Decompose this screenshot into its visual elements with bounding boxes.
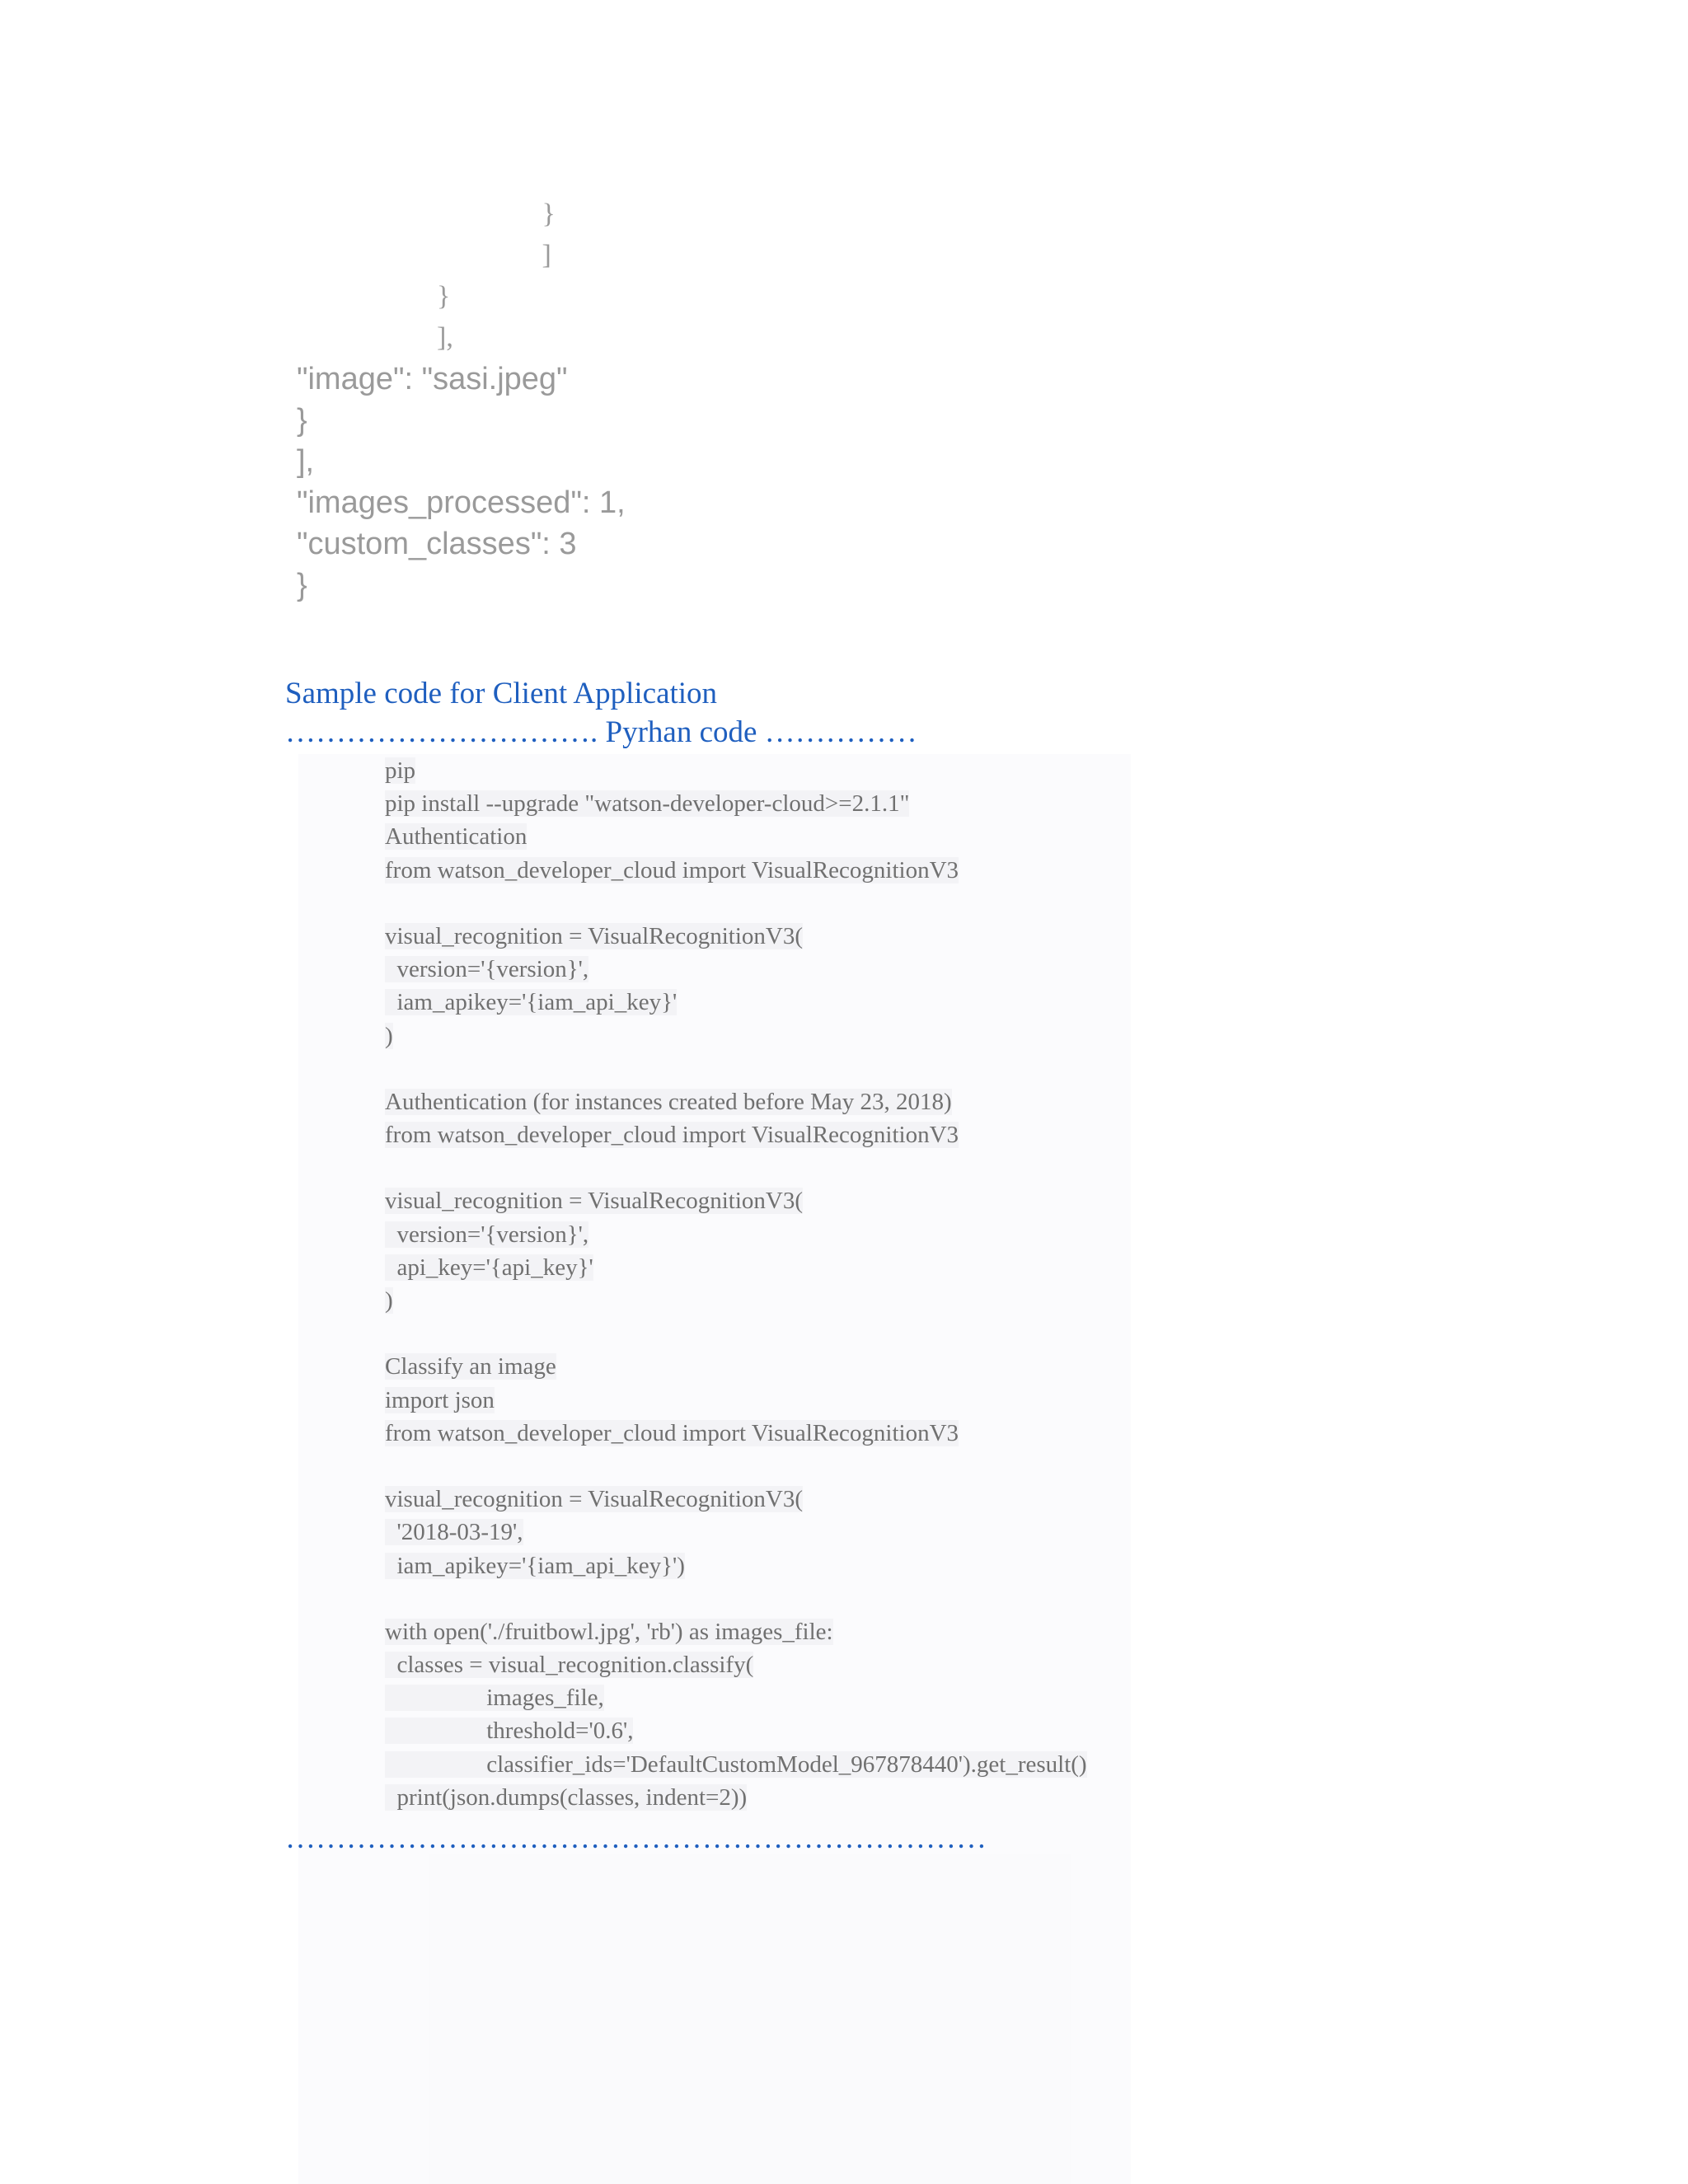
code-section-separator [285, 713, 917, 752]
json-line: ], [297, 444, 315, 479]
code-line [385, 1549, 1087, 1582]
code-line [385, 1184, 1087, 1217]
json-line: } [297, 281, 451, 312]
code-line-text: '2018-03-19', [385, 1519, 523, 1546]
json-line: } [297, 403, 307, 438]
json-line: ], [297, 322, 453, 353]
code-line-text: Classify an image [385, 1353, 556, 1380]
code-line [385, 1714, 1087, 1747]
code-line-text: Authentication [385, 823, 528, 851]
code-line [385, 1748, 1087, 1781]
code-line [385, 1019, 1087, 1052]
code-line-text: from watson_developer_cloud import VisualRecognitionV3 [385, 856, 959, 883]
json-line: ] [297, 240, 551, 270]
code-line-text: visual_recognition = VisualRecognitionV3( [385, 1188, 804, 1215]
code-background-lower [429, 1854, 1071, 2184]
code-line [385, 986, 1087, 1019]
code-line-text: classes = visual_recognition.classify( [385, 1652, 754, 1679]
json-line: "images_processed": 1, [297, 485, 626, 520]
code-line [385, 1151, 1087, 1184]
code-line [385, 754, 1087, 787]
code-line-text: with open('./fruitbowl.jpg', 'rb') as images_file: [385, 1618, 833, 1645]
section-heading: Sample code for Client Application [285, 677, 718, 710]
separator-dots-right: …………… [764, 715, 917, 749]
code-line-text: iam_apikey='{iam_api_key}' [385, 989, 678, 1016]
code-line-text: ) [385, 1287, 393, 1314]
code-line-text: ) [385, 1022, 393, 1049]
code-line [385, 887, 1087, 920]
code-line [385, 1781, 1087, 1814]
code-line [385, 1516, 1087, 1549]
code-language-label: Pyrhan code [605, 715, 757, 749]
json-line: "custom_classes": 3 [297, 527, 577, 561]
code-line-text: from watson_developer_cloud import VisualRecognitionV3 [385, 1122, 959, 1149]
code-line [385, 953, 1087, 986]
json-line: } [297, 199, 556, 229]
code-line [385, 920, 1087, 953]
code-line [385, 854, 1087, 887]
code-section-end-separator: …………………………………………………………… [285, 1821, 987, 1855]
code-line-text: threshold='0.6', [385, 1718, 634, 1745]
code-line [385, 1251, 1087, 1284]
code-line-text: version='{version}', [385, 1221, 589, 1248]
code-line-text: classifier_ids='DefaultCustomModel_967878440').get_result() [385, 1750, 1087, 1778]
code-line [385, 1417, 1087, 1450]
code-line [385, 820, 1087, 853]
code-line-text: visual_recognition = VisualRecognitionV3( [385, 922, 804, 949]
code-line-text: images_file, [385, 1685, 604, 1712]
code-line [385, 1582, 1087, 1615]
json-line: } [297, 568, 307, 602]
separator-dots-left: …………………………. [285, 715, 598, 749]
code-line-text: pip install --upgrade "watson-developer-cloud>=2.1.1" [385, 790, 910, 818]
code-line [385, 1483, 1087, 1516]
code-line-text: import json [385, 1386, 495, 1413]
code-line [385, 1317, 1087, 1350]
json-response-tail [297, 194, 626, 606]
code-line [385, 1648, 1087, 1681]
code-line [385, 1085, 1087, 1118]
code-line [385, 1218, 1087, 1251]
code-line [385, 787, 1087, 820]
json-line: "image": "sasi.jpeg" [297, 362, 568, 396]
code-line [385, 1450, 1087, 1483]
python-code-block [385, 754, 1087, 1814]
code-line-text: from watson_developer_cloud import VisualRecognitionV3 [385, 1419, 959, 1446]
code-line-text: api_key='{api_key}' [385, 1254, 593, 1281]
code-line [385, 1384, 1087, 1417]
code-line [385, 1681, 1087, 1714]
code-line [385, 1284, 1087, 1317]
code-line-text: visual_recognition = VisualRecognitionV3( [385, 1486, 804, 1513]
code-line-text: print(json.dumps(classes, indent=2)) [385, 1783, 748, 1811]
code-line [385, 1615, 1087, 1648]
code-line-text: Authentication (for instances created before May 23, 2018) [385, 1088, 952, 1115]
code-line [385, 1350, 1087, 1383]
code-line-text: pip [385, 757, 416, 784]
code-line-text: version='{version}', [385, 956, 589, 983]
code-line-text: iam_apikey='{iam_api_key}') [385, 1552, 685, 1579]
code-line [385, 1052, 1087, 1085]
code-line [385, 1118, 1087, 1151]
